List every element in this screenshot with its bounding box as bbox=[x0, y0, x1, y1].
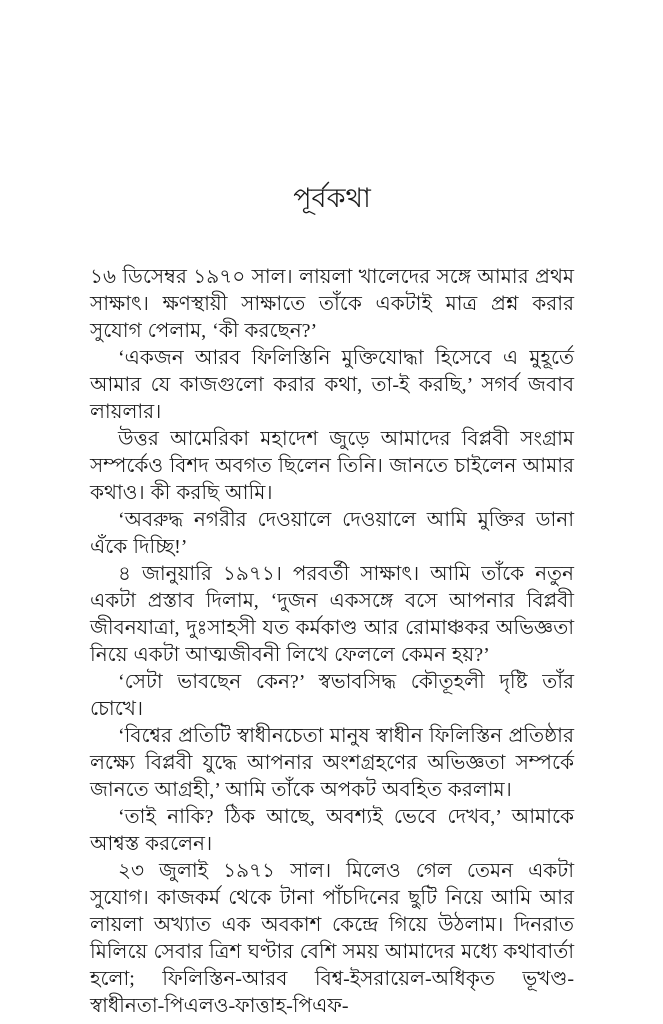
paragraph: ‘অবরুদ্ধ নগরীর দেওয়ালে দেওয়ালে আমি মুক্তির ডানা এঁকে দিচ্ছি!’ bbox=[90, 509, 574, 558]
paragraph: ‘একজন আরব ফিলিস্তিনি মুক্তিযোদ্ধা হিসেবে এ মুহূর্তে আমার যে কাজগুলো করার কথা, তা-ই করছি,’ সগর্ব জবাব লায়লার। bbox=[90, 347, 574, 423]
page-content bbox=[90, 178, 574, 1020]
paragraph: ৪ জানুয়ারি ১৯৭১। পরবর্তী সাক্ষাৎ। আমি তাঁকে নতুন একটা প্রস্তাব দিলাম, ‘দুজন একসঙ্গে বসে আপনার বিপ্লবী জীবনযাত্রা, দুঃসাহসী যত কর্মকাণ্ড আর রোমাঞ্চকর অভিজ্ঞতা নিয়ে একটা আত্মজীবনী লিখে ফেললে কেমন হয়?’ bbox=[90, 563, 574, 666]
paragraph: ‘বিশ্বের প্রতিটি স্বাধীনচেতা মানুষ স্বাধীন ফিলিস্তিন প্রতিষ্ঠার লক্ষ্যে বিপ্লবী যুদ্ধে আপনার অংশগ্রহণের অভিজ্ঞতা সম্পর্কে জানতে আগ্রহী,’ আমি তাঁকে অপকট অবহিত করলাম। bbox=[90, 725, 574, 801]
paragraph: ‘তাই নাকি? ঠিক আছে, অবশ্যই ভেবে দেখব,’ আমাকে আশ্বস্ত করলেন। bbox=[90, 806, 574, 855]
paragraph: ‘সেটা ভাবছেন কেন?’ স্বভাবসিদ্ধ কৌতূহলী দৃষ্টি তাঁর চোখে। bbox=[90, 671, 574, 720]
page-title: পূর্বকথা bbox=[293, 183, 371, 213]
paragraph: ১৬ ডিসেম্বর ১৯৭০ সাল। লায়লা খালেদের সঙ্গে আমার প্রথম সাক্ষাৎ। ক্ষণস্থায়ী সাক্ষাতে তাঁকে একটাই মাত্র প্রশ্ন করার সুযোগ পেলাম, ‘কী করছেন?’ bbox=[90, 266, 574, 342]
paragraph: ২৩ জুলাই ১৯৭১ সাল। মিলেও গেল তেমন একটা সুযোগ। কাজকর্ম থেকে টানা পাঁচদিনের ছুটি নিয়ে আমি আর লায়লা অখ্যাত এক অবকাশ কেন্দ্রে গিয়ে উঠলাম। দিনরাত মিলিয়ে সেবার ত্রিশ ঘণ্টার বেশি সময় আমাদের মধ্যে কথাবার্তা হলো; ফিলিস্তিন-আরব বিশ্ব-ইসরায়েল-অধিকৃত ভূখণ্ড-স্বাধীনতা-পিএলও-ফাত্তাহ-পিএফ- bbox=[90, 860, 574, 1017]
paragraph: উত্তর আমেরিকা মহাদেশ জুড়ে আমাদের বিপ্লবী সংগ্রাম সম্পর্কেও বিশদ অবগত ছিলেন তিনি। জানতে চাইলেন আমার কথাও। কী করছি আমি। bbox=[90, 428, 574, 504]
